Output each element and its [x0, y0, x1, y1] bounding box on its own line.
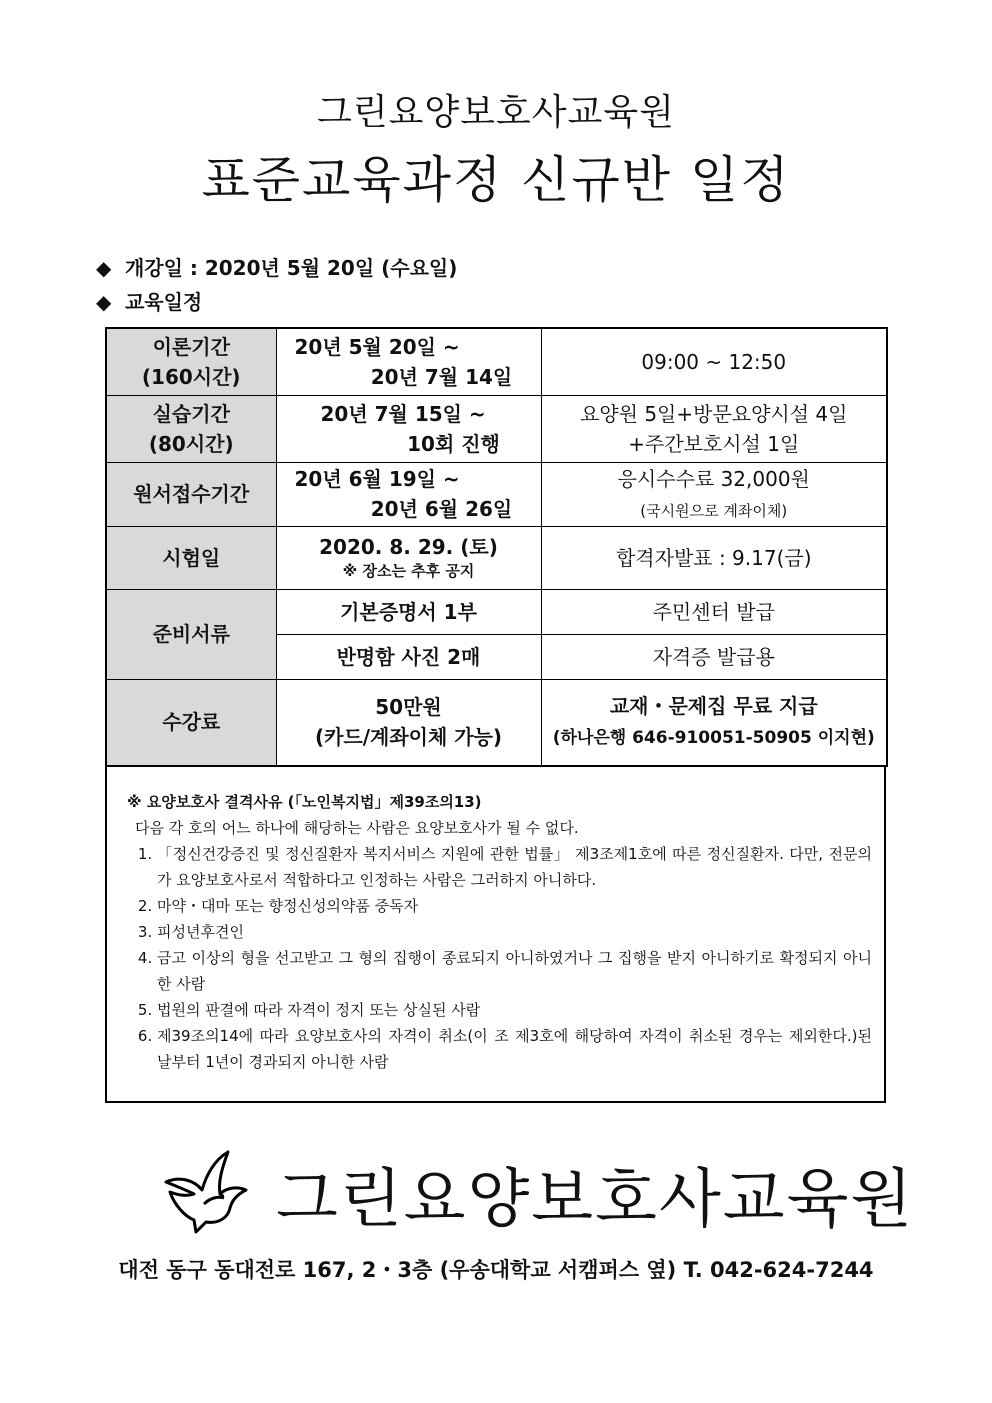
table-row	[106, 589, 887, 634]
row-info: 응시수수료 32,000원 (국시원으로 계좌이체)	[541, 462, 887, 526]
rules-heading: ※ 요양보호사 결격사유 (「노인복지법」제39조의13)	[127, 793, 482, 811]
row-label: 시험일	[106, 526, 276, 589]
disqualification-box	[105, 767, 886, 1103]
diamond-bullet-icon: ◆	[96, 290, 112, 314]
row-label: 수강료	[106, 679, 276, 766]
opening-date-text: 개강일 : 2020년 5월 20일 (수요일)	[124, 256, 458, 280]
row-label: 원서접수기간	[106, 462, 276, 526]
row-dates: 20년 5월 20일 ~ 20년 7월 14일	[276, 328, 541, 395]
schedule-table	[105, 327, 888, 767]
list-item: 4. 금고 이상의 형을 선고받고 그 형의 집행이 종료되지 아니하였거나 그 집행을 받지 아니하기로 확정되지 아니한 사람	[157, 945, 872, 997]
table-row	[106, 526, 887, 589]
document-item: 반명함 사진 2매	[276, 634, 541, 679]
document-info: 자격증 발급용	[541, 634, 887, 679]
table-row	[106, 395, 887, 462]
list-item: 6. 제39조의14에 따라 요양보호사의 자격이 취소(이 조 제3호에 해당하여 자격이 취소된 경우는 제외한다.)된 날부터 1년이 경과되지 아니한 사람	[157, 1023, 872, 1075]
list-item: 3. 피성년후견인	[157, 919, 872, 945]
table-row	[106, 679, 887, 766]
row-dates: 20년 6월 19일 ~ 20년 6월 26일	[276, 462, 541, 526]
table-row	[106, 462, 887, 526]
dove-icon	[160, 1146, 260, 1236]
list-item: 1. 「정신건강증진 및 정신질환자 복지서비스 지원에 관한 법률」 제3조제1호에 따른 정신질환자. 다만, 전문의가 요양보호사로서 적합하다고 인정하는 사람은 그러하지 아니하다.	[157, 841, 872, 893]
diamond-bullet-icon: ◆	[96, 256, 112, 280]
document-item: 기본증명서 1부	[276, 589, 541, 634]
row-dates: 20년 7월 15일 ~ 10회 진행	[276, 395, 541, 462]
footer-logo-text: 그린요양보호사교육원	[276, 1163, 915, 1237]
opening-date-line	[96, 252, 457, 281]
page-title: 표준교육과정 신규반 일정	[201, 151, 791, 209]
org-name-heading: 그린요양보호사교육원	[317, 92, 675, 133]
row-info: 09:00 ~ 12:50	[541, 328, 887, 395]
row-label: 실습기간 (80시간)	[106, 395, 276, 462]
document-info: 주민센터 발급	[541, 589, 887, 634]
rules-intro: 다음 각 호의 어느 하나에 해당하는 사람은 요양보호사가 될 수 없다.	[135, 819, 579, 837]
schedule-heading-text: 교육일정	[124, 290, 203, 314]
row-dates: 2020. 8. 29. (토) ※ 장소는 추후 공지	[276, 526, 541, 589]
row-info: 요양원 5일+방문요양시설 4일 +주간보호시설 1일	[541, 395, 887, 462]
rules-list	[127, 841, 872, 1075]
footer-address: 대전 동구 동대전로 167, 2・3층 (우송대학교 서캠퍼스 옆) T. 042-624-7244	[118, 1258, 874, 1282]
row-label: 이론기간 (160시간)	[106, 328, 276, 395]
row-label: 준비서류	[106, 589, 276, 679]
list-item: 2. 마약・대마 또는 향정신성의약품 중독자	[157, 893, 872, 919]
row-info: 합격자발표 : 9.17(금)	[541, 526, 887, 589]
row-info: 교재・문제집 무료 지급 (하나은행 646-910051-50905 이지현)	[541, 679, 887, 766]
table-row	[106, 328, 887, 395]
list-item: 5. 법원의 판결에 따라 자격이 정지 또는 상실된 사람	[157, 997, 872, 1023]
schedule-heading-line	[96, 286, 202, 315]
row-dates: 50만원 (카드/계좌이체 가능)	[276, 679, 541, 766]
